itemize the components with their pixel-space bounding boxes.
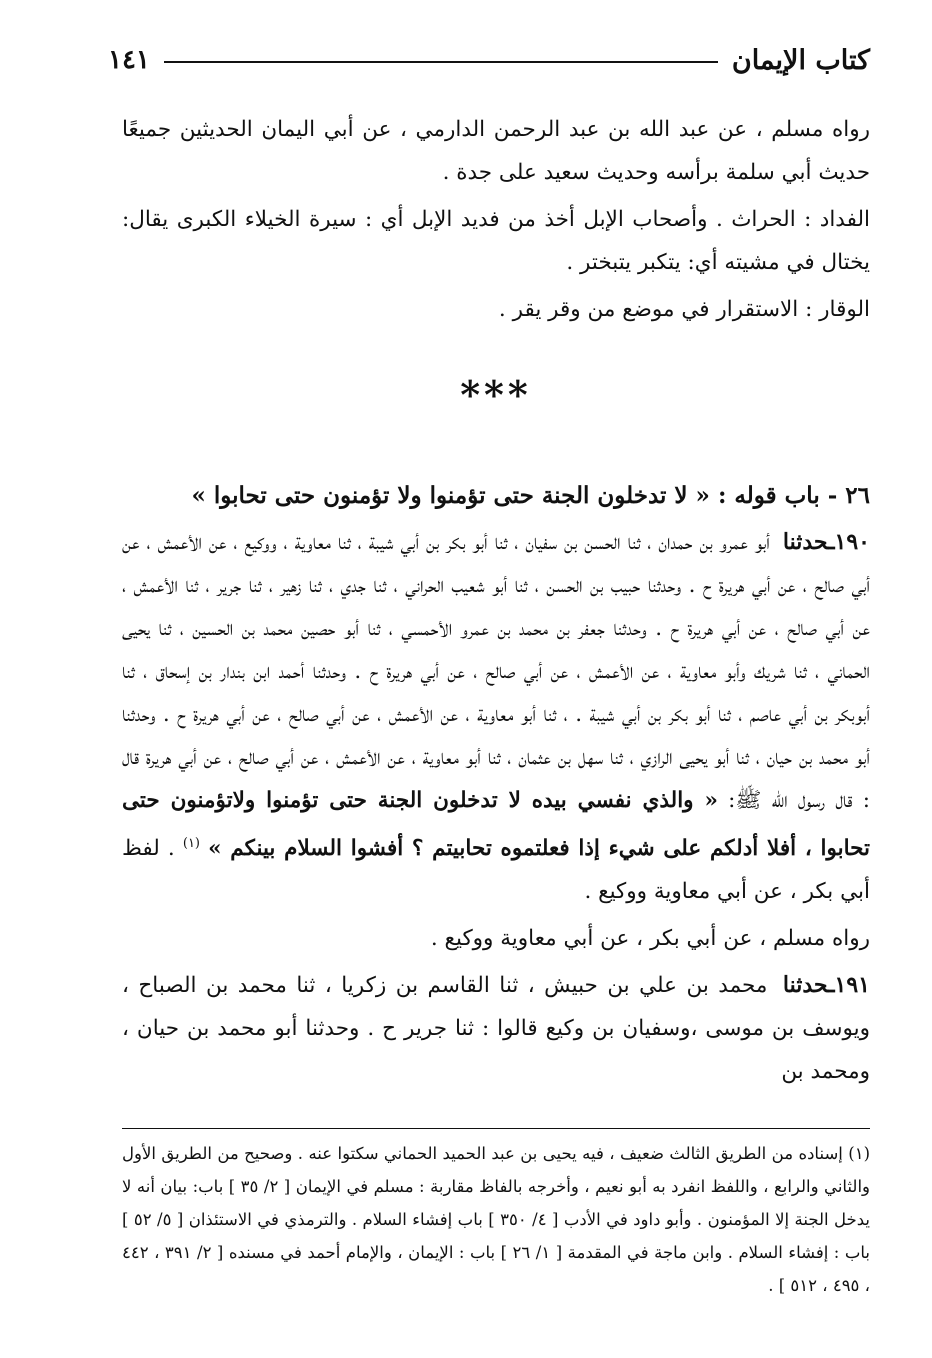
hadith-number: ١٩٠ـ <box>828 529 870 555</box>
narration-note-top: رواه مسلم ، عن عبد الله بن عبد الرحمن الدارمي ، عن أبي اليمان الحديثين جميعًا حديث أبي سلمة برأسه وحديث سعيد على جدة . <box>122 117 870 185</box>
header-rule <box>164 61 718 63</box>
hadith-opening: حدثنا <box>782 529 829 555</box>
isnad-chain: أبو عمرو بن حمدان ، ثنا الحسن بن سفيان ، ثنا أبو بكر بن أبي شيبة ، ثنا معاوية ، ووكيع ، عن الأعمش ، عن أبي صالح ، عن أبي هريرة ح . وحدثنا حبيب بن الحسن ، ثنا أبو شعيب الحراني ، ثنا جدي ، ثنا زهير ، ثنا جرير ، ثنا الأعمش ، عن أبي صالح ، عن أبي هريرة ح . وحدثنا جعفر بن محمد بن عمرو الأحمسي ، ثنا أبو حصين محمد بن الحسين ، ثنا يحيى الحماني ، ثنا شريك وأبو معاوية ، عن الأعمش ، عن أبي صالح ، عن أبي هريرة ح . وحدثنا أحمد ابن بندار بن إسحاق ، ثنا أبوبكر بن أبي عاصم ، ثنا أبو بكر بن أبي شيبة . ، ثنا أبو معاوية ، عن الأعمش ، عن أبي صالح ، عن أبي هريرة ح . وحدثنا أبو محمد بن حيان ، ثنا أبو يحيى الرازي ، ثنا سهل بن عثمان ، ثنا أبو معاوية ، عن الأعمش ، عن أبي صالح ، عن أبي هريرة قال : قال رسول الله ﷺ: <box>122 530 870 813</box>
page-header <box>108 38 870 82</box>
running-title: كتاب الإيمان <box>731 44 870 76</box>
hadith-190 <box>122 521 870 913</box>
hadith-matn: « والذي نفسي بيده لا تدخلون الجنة حتى تؤمنوا ولاتؤمنون حتى تحابوا ، أفلا أدلكم على شيء إذا فعلتموه تحابيتم ؟ أفشوا السلام بينكم » <box>122 788 870 862</box>
chapter-heading: ٢٦ - باب قوله : « لا تدخلون الجنة حتى تؤمنوا ولا تؤمنون حتى تحابوا » <box>191 482 870 509</box>
hadith-191 <box>122 964 870 1093</box>
footnotes <box>122 1128 870 1302</box>
page-number: ١٤١ <box>108 45 150 75</box>
hadith-opening: حدثنا <box>782 972 829 999</box>
narration-note: رواه مسلم ، عن أبي بكر ، عن أبي معاوية ووكيع . <box>430 926 870 952</box>
main-text <box>122 108 870 1093</box>
gloss-paragraph: الوقار : الاستقرار في موضع من وقر يقر . <box>498 297 870 322</box>
gloss-paragraph: الفداد : الحراث . وأصحاب الإبل أخذ من فديد الإبل أي : سيرة الخيلاء الكبرى يقال: يختال في مشيته أي: يتكبر يتبختر . <box>122 207 870 275</box>
footnote-1: (١) إسناده من الطريق الثالث ضعيف ، فيه يحيى بن عبد الحميد الحماني سكتوا عنه . وصحيح من الطريق الأول والثاني والرابع ، واللفظ انفرد به أبو نعيم ، وأخرجه بالفاظ مقاربة : مسلم في الإيمان [ ٢/ ٣٥ ] باب: بيان أنه لا يدخل الجنة إلا المؤمنون . وأبو داود في الأدب [ ٤/ ٣٥٠ ] باب إفشاء السلام . والترمذي في الاستئذان [ ٥/ ٥٢ ] باب : إفشاء السلام . وابن ماجة في المقدمة [ ١/ ٢٦ ] باب : الإيمان ، والإمام أحمد في مسنده [ ٢/ ٣٩١ ، ٤٤٢ ، ٤٩٥ ، ٥١٢ ] . <box>122 1144 870 1295</box>
isnad-chain: محمد بن علي بن حبيش ، ثنا القاسم بن زكريا ، ثنا محمد بن الصباح ، ويوسف بن موسى ،وسفيان بن وكيع قالوا : ثنا جرير ح . وحدثنا أبو محمد بن حيان ، ومحمد بن <box>122 973 870 1085</box>
footnote-ref[interactable]: (١) <box>182 836 200 851</box>
hadith-tail: . لفظ أبي بكر ، عن أبي معاوية ووكيع . <box>122 836 870 905</box>
section-separator: *** <box>460 372 532 417</box>
hadith-number: ١٩١ـ <box>828 972 870 999</box>
